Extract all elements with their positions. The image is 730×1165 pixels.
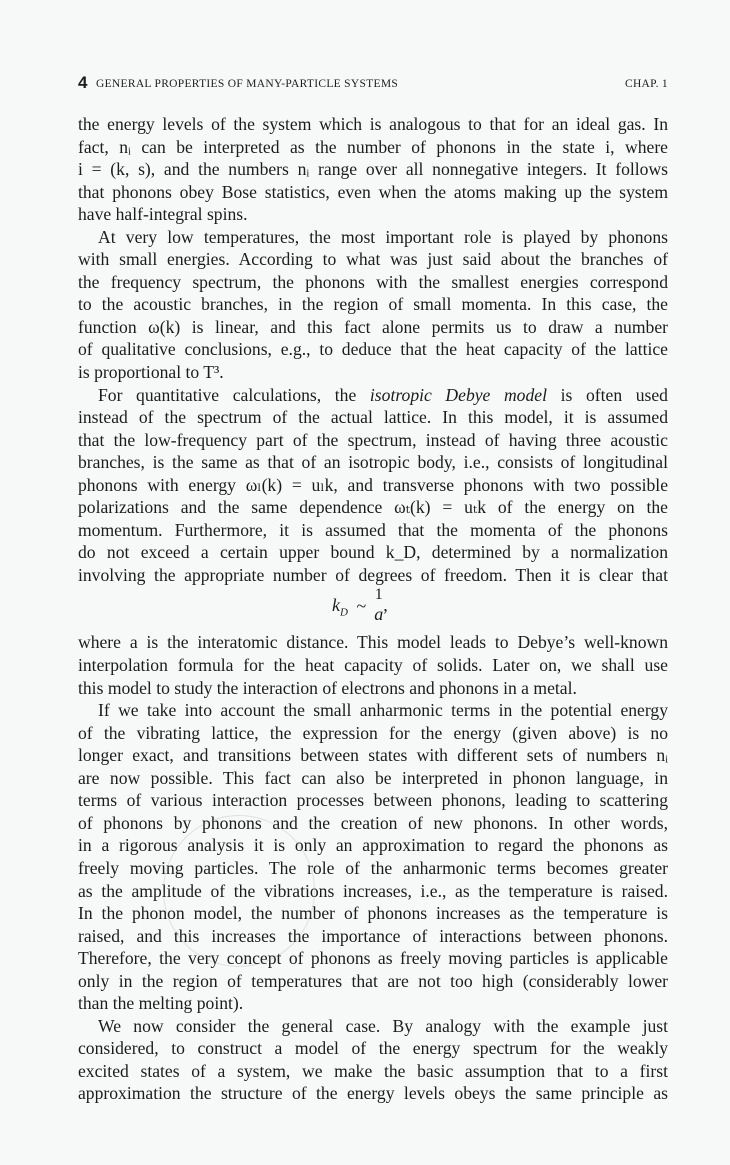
- text-line: of qualitative conclusions, e.g., to deduce that the heat capacity of the lattice: [78, 339, 668, 360]
- paragraph-1: [78, 113, 668, 226]
- text-line: that phonons obey Bose statistics, even when the atoms making up the system: [78, 181, 668, 202]
- text-line: Therefore, the very concept of phonons as freely moving particles is applicable: [78, 948, 668, 969]
- text-line: is proportional to T³.: [78, 362, 224, 383]
- text-line: freely moving particles. The role of the anharmonic terms becomes greater: [78, 857, 668, 878]
- body-text: [78, 113, 668, 1105]
- display-equation: [78, 586, 668, 631]
- text-line: longer exact, and transitions between states with different sets of numbers nᵢ: [78, 745, 668, 766]
- text-line: phonons with energy ωₗ(k) = uₗk, and transverse phonons with two possible: [78, 474, 668, 495]
- text-line: that the low-frequency part of the spectrum, instead of having three acoustic: [78, 429, 668, 450]
- text-line: terms of various interaction processes between phonons, leading to scattering: [78, 790, 668, 811]
- text-line: this model to study the interaction of electrons and phonons in a metal.: [78, 677, 577, 698]
- fraction-denominator: a: [374, 604, 384, 625]
- paragraph-4: [78, 699, 668, 1015]
- text-line: At very low temperatures, the most important role is played by phonons: [98, 226, 668, 247]
- text-line: excited states of a system, we make the basic assumption that to a first: [78, 1060, 668, 1081]
- paragraph-2: [78, 226, 668, 384]
- text-line: the energy levels of the system which is analogous to that for an ideal gas. In: [78, 114, 668, 134]
- paragraph-3-continued: [78, 631, 668, 699]
- text-line: considered, to construct a model of the energy spectrum for the weakly: [78, 1038, 668, 1059]
- text-line: only in the region of temperatures that are not too high (considerably lower: [78, 970, 668, 991]
- text-line: If we take into account the small anharmonic terms in the potential energy: [98, 700, 668, 721]
- fraction: [374, 586, 383, 624]
- eq-relation: ~: [356, 595, 367, 616]
- text-line: where a is the interatomic distance. This model leads to Debye’s well-known: [78, 632, 668, 653]
- text-fragment: For quantitative calculations, the: [98, 384, 370, 405]
- eq-subscript: D: [340, 607, 348, 620]
- equation-body: [332, 588, 388, 626]
- text-line: the frequency spectrum, the phonons with the smallest energies correspond: [78, 271, 668, 292]
- text-line: in a rigorous analysis it is only an approximation to regard the phonons as: [78, 835, 668, 856]
- text-line: with small energies. According to what was just said about the branches of: [78, 249, 668, 270]
- text-line: function ω(k) is linear, and this fact alone permits us to draw a number: [78, 316, 668, 337]
- running-head: [78, 73, 668, 96]
- running-title: GENERAL PROPERTIES OF MANY-PARTICLE SYSTEMS: [96, 78, 399, 90]
- text-line: have half-integral spins.: [78, 204, 248, 225]
- text-line: of the vibrating lattice, the expression for the energy (given above) is no: [78, 722, 668, 743]
- text-line: i = (k, s), and the numbers nᵢ range over all nonnegative integers. It follows: [78, 159, 668, 180]
- paragraph-5: [78, 1015, 668, 1105]
- text-line: do not exceed a certain upper bound k_D, determined by a normalization: [78, 542, 668, 563]
- text-line: instead of the spectrum of the actual lattice. In this model, it is assumed: [78, 407, 668, 428]
- text-line: involving the appropriate number of degrees of freedom. Then it is clear that: [78, 564, 668, 585]
- text-line: polarizations and the same dependence ωₜ(k) = uₜk of the energy on the: [78, 497, 668, 518]
- emphasis-term: isotropic Debye model: [369, 384, 547, 405]
- text-line: are now possible. This fact can also be interpreted in phonon language, in: [78, 767, 668, 788]
- paragraph-3: [78, 384, 668, 587]
- text-line: than the melting point).: [78, 993, 244, 1014]
- chapter-label: CHAP. 1: [624, 78, 668, 90]
- text-line: to the acoustic branches, in the region of small momenta. In this case, the: [78, 294, 668, 315]
- text-line: raised, and this increases the importance of interactions between phonons.: [78, 925, 668, 946]
- fraction-numerator: 1: [374, 586, 383, 604]
- text-line: approximation the structure of the energy levels obeys the same principle as: [78, 1083, 668, 1104]
- text-line: as the amplitude of the vibrations increases, i.e., as the temperature is raised.: [78, 880, 668, 901]
- text-line: We now consider the general case. By analogy with the example just: [98, 1015, 668, 1036]
- text-line: In the phonon model, the number of phonons increases as the temperature is: [78, 903, 668, 924]
- text-line: interpolation formula for the heat capacity of solids. Later on, we shall use: [78, 655, 668, 676]
- text-line: momentum. Furthermore, it is assumed that the momenta of the phonons: [78, 519, 668, 540]
- eq-symbol: k: [332, 595, 340, 616]
- page-number: 4: [78, 73, 88, 92]
- text-line: of phonons by phonons and the creation of new phonons. In other words,: [78, 812, 668, 833]
- text-line: [78, 384, 668, 407]
- eq-punctuation: ,: [383, 595, 388, 616]
- text-line: branches, is the same as that of an isotropic body, i.e., consists of longitudinal: [78, 452, 668, 473]
- text-line: fact, nᵢ can be interpreted as the number of phonons in the state i, where: [78, 136, 668, 157]
- text-fragment: is often used: [546, 384, 668, 405]
